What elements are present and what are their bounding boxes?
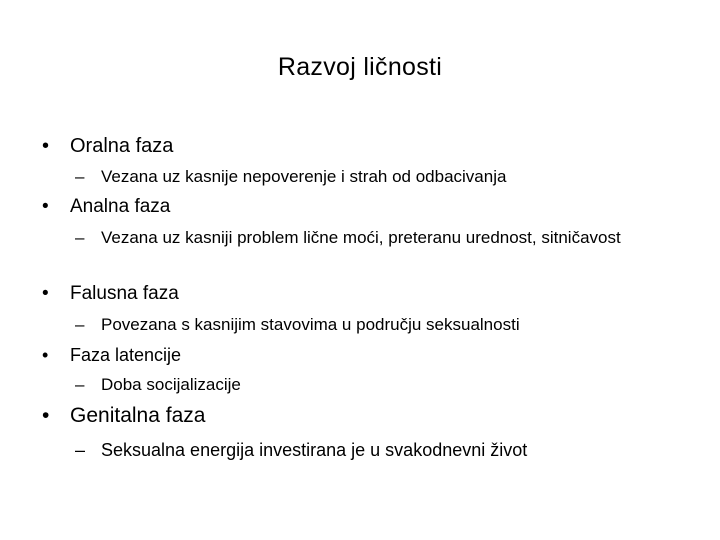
sub-bullet-faza-latencije	[75, 374, 673, 396]
bullet-glyph: •	[42, 135, 50, 157]
slide-title: Razvoj ličnosti	[277, 53, 443, 81]
bullet-analna-faza	[42, 195, 170, 219]
dash-glyph: –	[75, 315, 85, 334]
sub-bullet-text: Seksualna energija investirana je u svakodnevni život	[101, 440, 528, 460]
bullet-genitalna-faza	[42, 404, 205, 428]
sub-bullet-text: Povezana s kasnijim stavovima u području seksualnosti	[101, 315, 520, 334]
bullet-glyph: •	[42, 345, 49, 365]
dash-glyph: –	[75, 228, 85, 247]
sub-bullet-falusna-faza	[75, 314, 673, 336]
bullet-glyph: •	[42, 404, 50, 427]
bullet-faza-latencije	[42, 343, 181, 367]
bullet-label: Oralna faza	[70, 135, 174, 157]
dash-glyph: –	[75, 375, 85, 394]
sub-bullet-oralna-faza	[75, 166, 673, 188]
sub-bullet-genitalna-faza	[75, 439, 673, 461]
bullet-label: Analna faza	[70, 196, 171, 217]
sub-bullet-analna-faza	[75, 227, 673, 249]
bullet-label: Genitalna faza	[70, 404, 206, 427]
dash-glyph: –	[75, 440, 86, 460]
dash-glyph: –	[75, 167, 85, 186]
sub-bullet-text: Vezana uz kasniji problem lične moći, preteranu urednost, sitničavost	[101, 228, 621, 247]
sub-bullet-text: Doba socijalizacije	[101, 375, 241, 394]
sub-bullet-text: Vezana uz kasnije nepoverenje i strah od odbacivanja	[101, 167, 507, 186]
bullet-glyph: •	[42, 196, 49, 217]
bullet-label: Faza latencije	[70, 345, 182, 365]
bullet-label: Falusna faza	[70, 283, 179, 304]
bullet-oralna-faza	[42, 134, 173, 158]
bullet-falusna-faza	[42, 282, 179, 306]
bullet-glyph: •	[42, 283, 49, 304]
